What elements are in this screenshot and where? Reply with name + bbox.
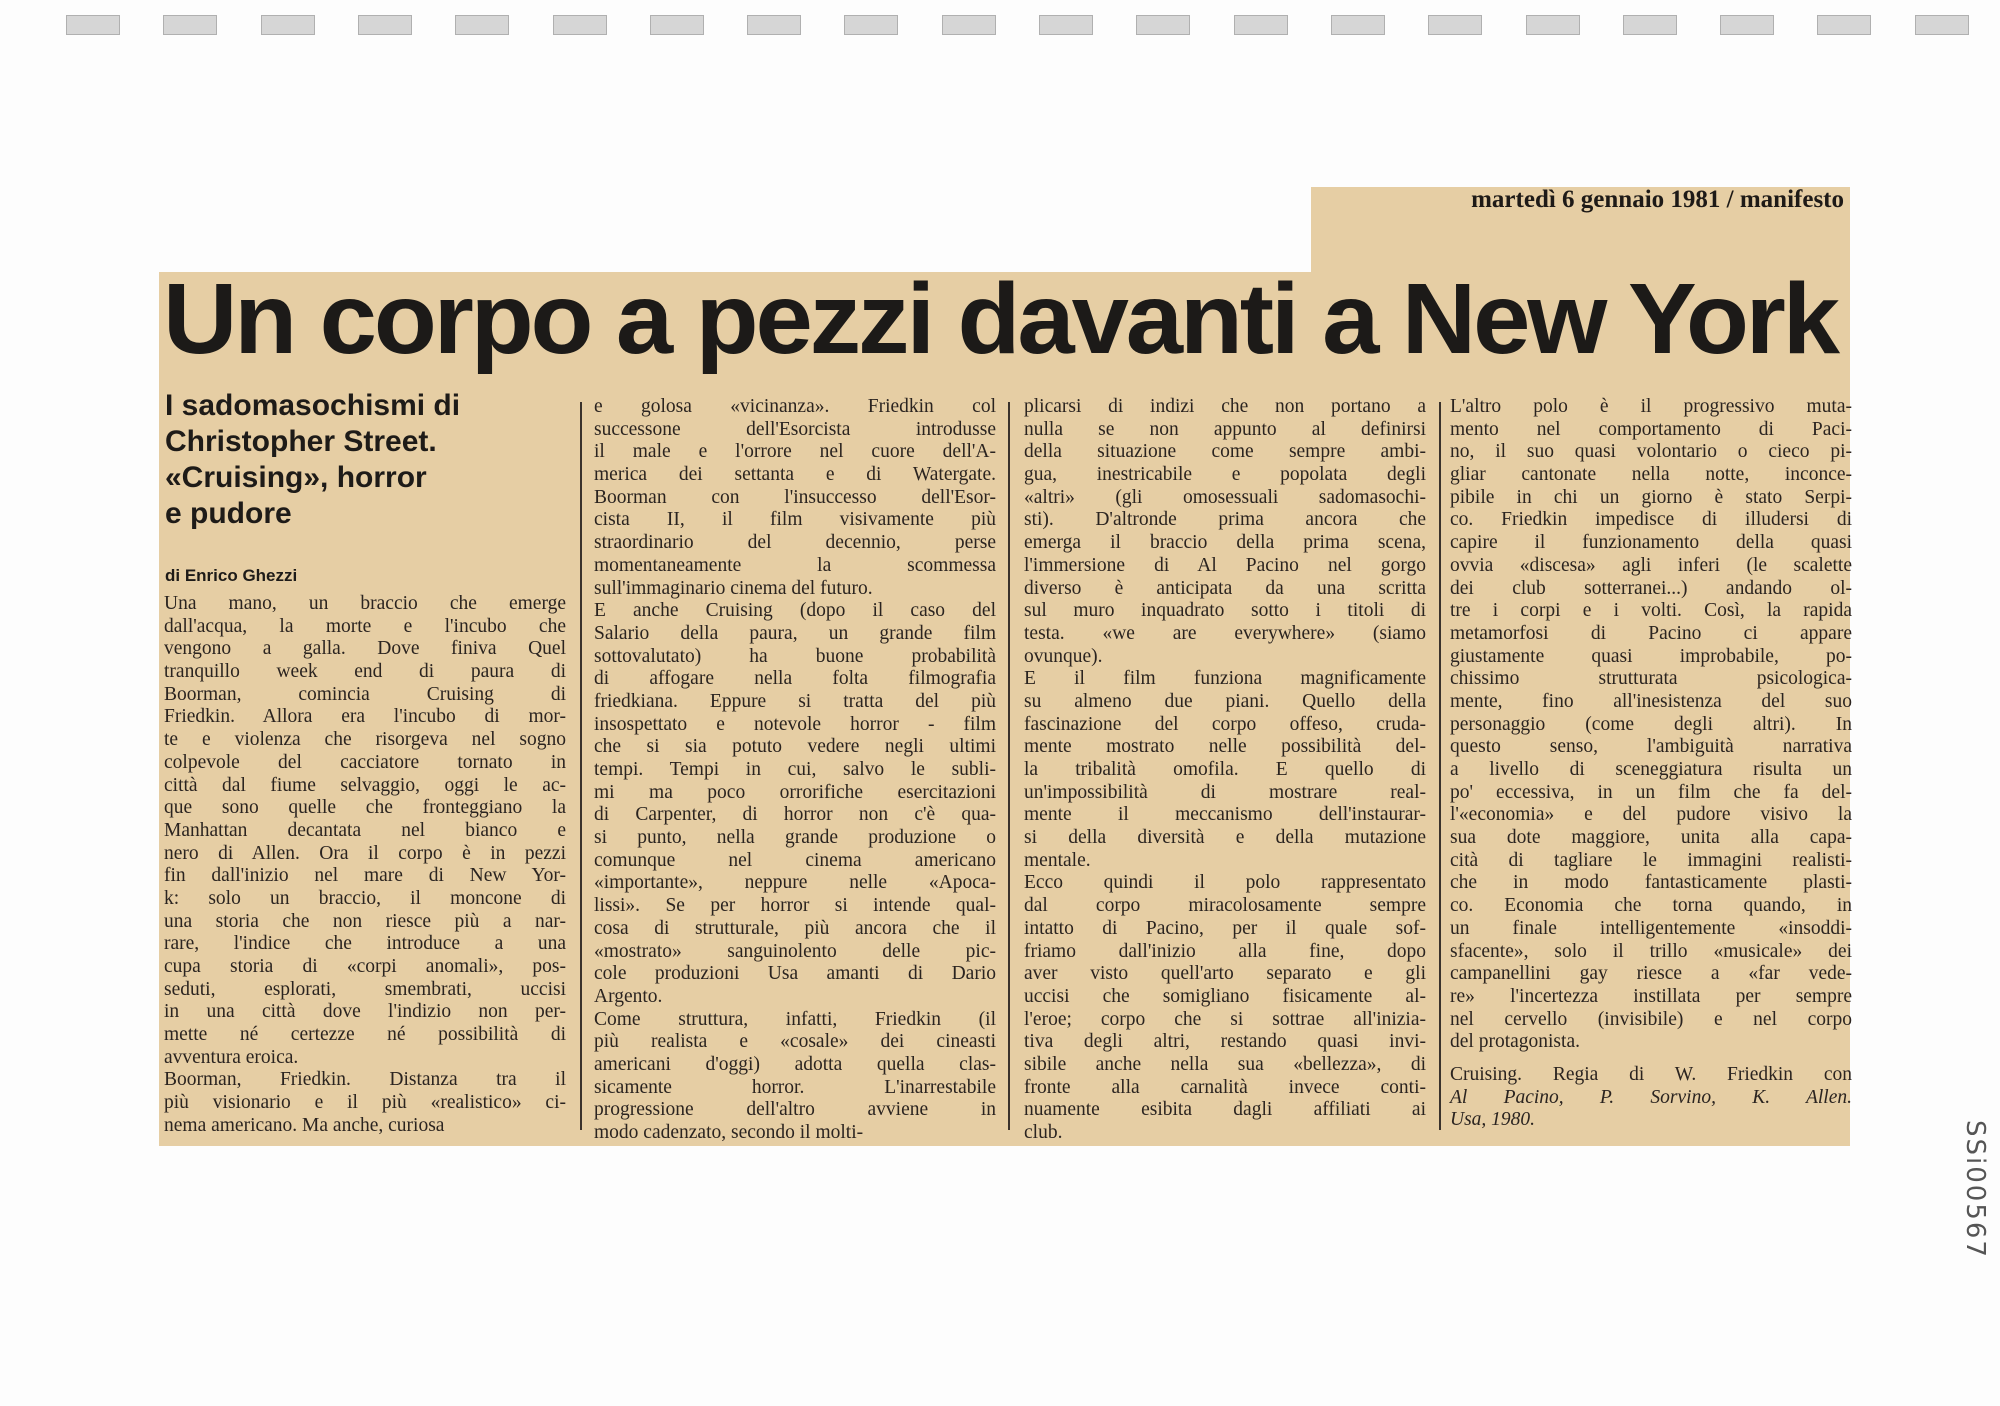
text-line: Una mano, un braccio che emerge <box>164 593 566 614</box>
text-line: club. <box>1024 1122 1063 1143</box>
paragraph <box>1450 396 1852 1054</box>
text-line: L'altro polo è il progressivo muta- <box>1450 396 1852 417</box>
binder-hole <box>66 15 120 35</box>
text-line: tre i corpi e i volti. Così, la rapida <box>1450 600 1852 622</box>
text-line: k: solo un braccio, il moncone di <box>164 887 566 909</box>
binder-hole <box>844 15 898 35</box>
text-line: che si sia potuto vedere negli ultimi <box>594 736 996 758</box>
text-line: Boorman con l'insuccesso dell'Esor- <box>594 486 996 508</box>
text-line: mente il meccanismo dell'instaurar- <box>1024 804 1426 826</box>
text-line: tiva degli altri, restando quasi invi- <box>1024 1031 1426 1053</box>
binder-hole <box>358 15 412 35</box>
text-line: ovunque). <box>1024 645 1103 667</box>
text-line: fascinazione del corpo offeso, cruda- <box>1024 713 1426 735</box>
text-line: americani d'oggi) adotta quella clas- <box>594 1053 996 1075</box>
text-line: metamorfosi di Pacino ci appare <box>1450 622 1852 644</box>
text-line: tempi. Tempi in cui, salvo le subli- <box>594 759 996 780</box>
text-line: intatto di Pacino, per il quale sof- <box>1024 917 1426 939</box>
text-line: friedkiana. Eppure si tratta del più <box>594 690 996 712</box>
text-line: merica dei settanta e di Watergate. <box>594 464 996 486</box>
text-line: si punto, nella grande produzione o <box>594 827 996 849</box>
text-line: E anche Cruising (dopo il caso del <box>594 600 996 622</box>
text-line: della situazione come sempre ambi- <box>1024 441 1426 463</box>
binder-hole <box>1915 15 1969 35</box>
text-line: pibile in chi un giorno è stato Serpi- <box>1450 486 1852 508</box>
text-line: po' eccessiva, in un film che fa del- <box>1450 781 1852 803</box>
text-line: Argento. <box>594 985 663 1007</box>
credit-line: Cruising. Regia di W. Friedkin con <box>1450 1063 1852 1085</box>
binder-hole <box>650 15 704 35</box>
credit-line: Al Pacino, P. Sorvino, K. Allen. <box>1450 1086 1852 1108</box>
binder-hole <box>1623 15 1677 35</box>
binder-hole <box>1526 15 1580 35</box>
subheadline-line: I sadomasochismi di <box>165 389 461 422</box>
text-line: il male e l'orrore nel cuore dell'A- <box>594 441 996 463</box>
text-line: campanellini gay riesce a «far vede- <box>1450 963 1852 985</box>
text-line: giustamente quasi improbabile, po- <box>1450 645 1852 667</box>
text-line: nuamente esibita dagli affiliati ai <box>1024 1099 1426 1121</box>
text-line: seduti, esplorati, smembrati, uccisi <box>164 978 566 1000</box>
text-line: un finale intelligentemente «insoddi- <box>1450 917 1852 939</box>
text-line: Boorman, comincia Cruising di <box>164 683 566 705</box>
binder-hole <box>553 15 607 35</box>
text-line: l'immersione di Al Pacino nel gorgo <box>1024 554 1426 576</box>
text-line: di affogare nella folta filmografia <box>594 668 996 690</box>
binder-hole <box>1039 15 1093 35</box>
dateline: martedì 6 gennaio 1981 / manifesto <box>1471 186 1844 213</box>
text-line: sti). D'altronde prima ancora che <box>1024 509 1426 531</box>
text-line: E il film funziona magnificamente <box>1024 668 1426 690</box>
text-line: del protagonista. <box>1450 1031 1580 1053</box>
text-line: Manhattan decantata nel bianco e <box>164 819 566 841</box>
text-line: gua, inestricabile e popolata degli <box>1024 464 1426 486</box>
paragraph <box>1024 668 1426 872</box>
text-line: chissimo strutturata psicologica- <box>1450 668 1852 690</box>
text-line: sicamente horror. L'inarrestabile <box>594 1076 996 1098</box>
text-line: emerga il braccio della prima scena, <box>1024 532 1426 554</box>
credit-line: Usa, 1980. <box>1450 1109 1536 1131</box>
text-line: ovvia «discesa» agli inferi (le scalette <box>1450 554 1852 576</box>
article-column-3 <box>1024 396 1426 1145</box>
text-line: tranquillo week end di paura di <box>164 661 566 683</box>
text-line: nero di Allen. Ora il corpo è in pezzi <box>164 842 566 864</box>
text-line: «altri» (gli omosessuali sadomasochi- <box>1024 486 1426 508</box>
binder-hole <box>1331 15 1385 35</box>
text-line: più visionario e il più «realistico» ci- <box>164 1092 566 1114</box>
text-line: cupa storia di «corpi anomali», pos- <box>164 956 566 977</box>
text-line: sottovalutato) ha buone probabilità <box>594 645 996 667</box>
text-line: modo cadenzato, secondo il molti- <box>594 1122 864 1143</box>
text-line: una storia che non riesce più a nar- <box>164 910 566 932</box>
text-line: capire il funzionamento della quasi <box>1450 532 1852 554</box>
text-line: successone dell'Esorcista introdusse <box>594 418 996 440</box>
paragraph <box>164 593 566 1069</box>
paragraph <box>164 1069 566 1137</box>
headline: Un corpo a pezzi davanti a New York <box>163 263 1837 375</box>
binder-hole <box>261 15 315 35</box>
paragraph <box>594 600 996 1008</box>
text-line: co. Friedkin impedisce di illudersi di <box>1450 509 1852 531</box>
binder-hole <box>1817 15 1871 35</box>
text-line: l'«economia» e del pudore visivo la <box>1450 804 1852 826</box>
text-line: cole produzioni Usa amanti di Dario <box>594 963 996 985</box>
text-line: diverso è anticipata da una scritta <box>1024 577 1426 599</box>
handwritten-archive-number: SSi00567 <box>1960 1120 1990 1259</box>
article-column-1 <box>164 593 566 1138</box>
text-line: gliar cantonate nella notte, inconce- <box>1450 464 1852 486</box>
text-line: mette né certezze né possibilità di <box>164 1024 566 1046</box>
text-line: «mostrato» sanguinolento delle pic- <box>594 940 996 962</box>
text-line: dall'acqua, la morte e l'incubo che <box>164 615 566 637</box>
text-line: friamo dall'inizio alla fine, dopo <box>1024 940 1426 962</box>
text-line: nulla se non appunto al definirsi <box>1024 418 1426 440</box>
text-line: colpevole del cacciatore tornato in <box>164 751 566 773</box>
text-line: a livello di sceneggiatura risulta un <box>1450 759 1852 780</box>
text-line: straordinario del decennio, perse <box>594 532 996 554</box>
text-line: sfacente», solo il trillo «musicale» dei <box>1450 940 1852 962</box>
text-line: no, il suo quasi volontario o cieco pi- <box>1450 441 1852 463</box>
film-credit <box>1450 1064 1852 1132</box>
paragraph <box>594 396 996 600</box>
subheadline <box>165 388 565 532</box>
binder-hole <box>1234 15 1288 35</box>
text-line: personaggio (come degli altri). In <box>1450 713 1852 735</box>
text-line: mi ma poco orrorifiche esercitazioni <box>594 781 996 803</box>
text-line: che in modo fantasticamente plasti- <box>1450 872 1852 894</box>
text-line: Ecco quindi il polo rappresentato <box>1024 872 1426 894</box>
paragraph <box>1024 396 1426 668</box>
column-rule <box>580 402 582 1130</box>
paragraph <box>594 1009 996 1145</box>
binder-hole <box>1428 15 1482 35</box>
text-line: in una città dove l'indizio non per- <box>164 1001 566 1023</box>
text-line: nema americano. Ma anche, curiosa <box>164 1114 445 1136</box>
binder-hole <box>747 15 801 35</box>
text-line: insospettato e notevole horror - film <box>594 713 996 735</box>
text-line: sibile anche nella sua «bellezza», di <box>1024 1053 1426 1075</box>
text-line: questo senso, l'ambiguità narrativa <box>1450 736 1852 758</box>
text-line: più realista e «cosale» dei cineasti <box>594 1031 996 1053</box>
text-line: te e violenza che risorgeva nel sogno <box>164 729 566 751</box>
text-line: avventura eroica. <box>164 1046 299 1068</box>
text-line: rare, l'indice che introduce a una <box>164 933 566 955</box>
binder-hole <box>163 15 217 35</box>
byline: di Enrico Ghezzi <box>165 566 298 585</box>
text-line: città dal fiume selvaggio, oggi le ac- <box>164 774 566 796</box>
article-column-4 <box>1450 396 1852 1132</box>
subheadline-line: Christopher Street. <box>165 425 437 458</box>
article-column-2 <box>594 396 996 1145</box>
text-line: progressione dell'altro avviene in <box>594 1099 996 1121</box>
text-line: Come struttura, infatti, Friedkin (il <box>594 1008 996 1030</box>
text-line: la tribalità omofila. E quello di <box>1024 759 1426 780</box>
text-line: dei club sotterranei...) andando ol- <box>1450 577 1852 599</box>
text-line: sua dote maggiore, unita alla capa- <box>1450 827 1852 849</box>
binder-hole <box>942 15 996 35</box>
text-line: sull'immaginario cinema del futuro. <box>594 577 873 599</box>
subheadline-line: «Cruising», horror <box>165 461 427 494</box>
text-line: sul muro inquadrato sotto i titoli di <box>1024 600 1426 622</box>
binder-hole <box>1720 15 1774 35</box>
text-line: cità di tagliare le immagini realisti- <box>1450 849 1852 871</box>
text-line: cista II, il film visivamente più <box>594 509 996 531</box>
text-line: co. Economia che torna quando, in <box>1450 895 1852 917</box>
text-line: nel cervello (invisibile) e nel corpo <box>1450 1008 1852 1030</box>
text-line: testa. «we are everywhere» (siamo <box>1024 622 1426 644</box>
column-rule <box>1439 402 1441 1130</box>
text-line: vengono a galla. Dove finiva Quel <box>164 638 566 660</box>
text-line: mento nel comportamento di Paci- <box>1450 418 1852 440</box>
binder-hole <box>1136 15 1190 35</box>
text-line: que sono quelle che fronteggiano la <box>164 797 566 819</box>
text-line: mente, fino all'inesistenza del suo <box>1450 690 1852 712</box>
text-line: uccisi che somigliano fisicamente al- <box>1024 985 1426 1007</box>
text-line: si della diversità e della mutazione <box>1024 827 1426 849</box>
text-line: Boorman, Friedkin. Distanza tra il <box>164 1069 566 1091</box>
text-line: mente mostrato nelle possibilità del- <box>1024 736 1426 758</box>
text-line: comunque nel cinema americano <box>594 849 996 871</box>
text-line: l'eroe; corpo che si sottrae all'inizia- <box>1024 1008 1426 1030</box>
text-line: un'impossibilità di mostrare real- <box>1024 781 1426 803</box>
text-line: aver visto quell'arto separato e gli <box>1024 963 1426 985</box>
text-line: Salario della paura, un grande film <box>594 622 996 644</box>
text-line: Friedkin. Allora era l'incubo di mor- <box>164 706 566 728</box>
text-line: «importante», neppure nelle «Apoca- <box>594 872 996 894</box>
text-line: fronte alla carnalità invece conti- <box>1024 1076 1426 1098</box>
text-line: cosa di strutturale, più ancora che il <box>594 917 996 939</box>
binder-hole <box>455 15 509 35</box>
text-line: mentale. <box>1024 849 1091 871</box>
paragraph <box>1024 872 1426 1144</box>
text-line: fin dall'inizio nel mare di New Yor- <box>164 865 566 887</box>
text-line: su almeno due piani. Quello della <box>1024 690 1426 712</box>
column-rule <box>1008 402 1010 1130</box>
text-line: di Carpenter, di horror non c'è qua- <box>594 804 996 826</box>
text-line: e golosa «vicinanza». Friedkin col <box>594 396 996 417</box>
text-line: re» l'incertezza instillata per sempre <box>1450 985 1852 1007</box>
text-line: plicarsi di indizi che non portano a <box>1024 396 1426 417</box>
text-line: lissi». Se per horror si intende qual- <box>594 895 996 917</box>
text-line: momentaneamente la scommessa <box>594 554 996 576</box>
text-line: dal corpo miracolosamente sempre <box>1024 895 1426 917</box>
subheadline-line: e pudore <box>165 497 292 530</box>
